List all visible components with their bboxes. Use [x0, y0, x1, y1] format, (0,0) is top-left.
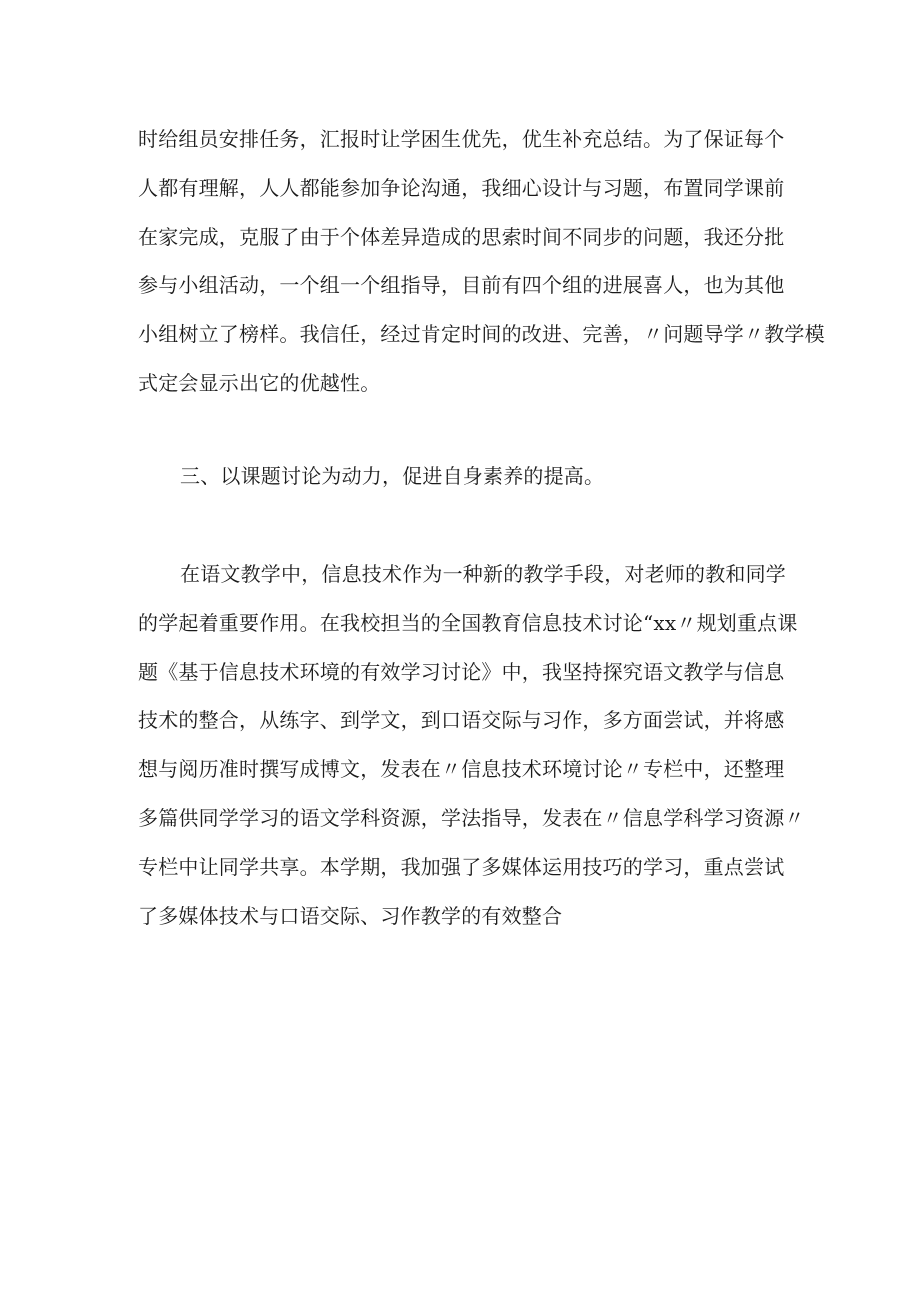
- text-line: 人都有理解，人人都能参加争论沟通，我细心设计与习题，布置同学课前: [138, 175, 785, 200]
- text-line: 技术的整合，从练字、到学文，到口语交际与习作，多方面尝试，并将感: [138, 708, 785, 733]
- paragraph-body: [138, 550, 805, 940]
- section-heading-text: 三、以课题讨论为动力，促进自身素养的提高。: [180, 464, 605, 488]
- text-line: 参与小组活动，一个组一个组指导，目前有四个组的进展喜人，也为其他: [138, 273, 785, 298]
- text-line: 多篇供同学学习的语文学科资源，学法指导，发表在〃信息学科学习资源〃: [138, 805, 805, 830]
- text-line: 在语文教学中，信息技术作为一种新的教学手段，对老师的教和同学: [180, 562, 786, 586]
- text-line: 的学起着重要作用。在我校担当的全国教育信息技术讨论“xx〃规划重点课: [138, 610, 798, 635]
- text-line: 小组树立了榜样。我信任，经过肯定时间的改进、完善，〃问题导学〃教学模: [138, 322, 825, 347]
- text-line: 式定会显示出它的优越性。: [138, 370, 381, 395]
- text-line: 了多媒体技术与口语交际、习作教学的有效整合: [138, 903, 563, 928]
- text-line: 专栏中让同学共享。本学期，我加强了多媒体运用技巧的学习，重点尝试: [138, 854, 785, 879]
- text-line: 题《基于信息技术环境的有效学习讨论》中，我坚持探究语文教学与信息: [138, 659, 785, 684]
- section-heading: [138, 452, 788, 501]
- text-line: 想与阅历准时撰写成博文，发表在〃信息技术环境讨论〃专栏中，还整理: [138, 757, 785, 782]
- paragraph-continuation: [138, 115, 825, 408]
- text-line: 时给组员安排任务，汇报时让学困生优先，优生补充总结。为了保证每个: [138, 127, 785, 151]
- text-line: 在家完成，克服了由于个体差异造成的思索时间不同步的问题，我还分批: [138, 224, 785, 249]
